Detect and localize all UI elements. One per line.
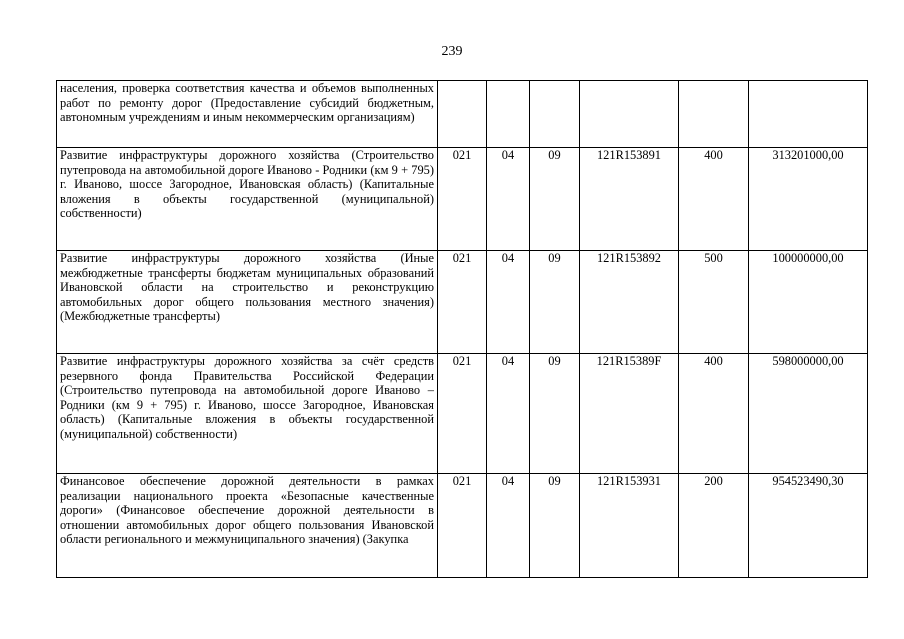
- ministry-code-cell: 021: [438, 474, 487, 578]
- amount-cell: 954523490,30: [749, 474, 868, 578]
- subsection-code-cell: 09: [530, 354, 580, 474]
- table-row: [57, 354, 868, 474]
- table-row: [57, 81, 868, 148]
- table-row: [57, 474, 868, 578]
- target-article-cell: 121R153892: [580, 251, 679, 354]
- ministry-code-cell: 021: [438, 148, 487, 251]
- expense-type-cell: 400: [679, 354, 749, 474]
- description-cell: Развитие инфраструктуры дорожного хозяйства за счёт средств резервного фонда Правительства Российской Федерации (Строительство путепровода на автомобильной дороге Иваново – Родники (км 9 + 795) г. Иваново, шоссе Загородное, Ивановская область) (Капитальные вложения в объекты государственной (муниципальной) собственности): [57, 354, 438, 474]
- expense-type-cell: [679, 81, 749, 148]
- subsection-code-cell: [530, 81, 580, 148]
- section-code-cell: 04: [487, 251, 530, 354]
- table-row: [57, 148, 868, 251]
- subsection-code-cell: 09: [530, 148, 580, 251]
- target-article-cell: [580, 81, 679, 148]
- subsection-code-cell: 09: [530, 251, 580, 354]
- page-number: 239: [441, 44, 463, 59]
- section-code-cell: 04: [487, 474, 530, 578]
- section-code-cell: [487, 81, 530, 148]
- ministry-code-cell: 021: [438, 354, 487, 474]
- ministry-code-cell: [438, 81, 487, 148]
- budget-table: [56, 80, 868, 578]
- description-cell: Развитие инфраструктуры дорожного хозяйства (Иные межбюджетные трансферты бюджетам муниципальных образований Ивановской области на строительство и реконструкцию автомобильных дорог общего пользования местного значения) (Межбюджетные трансферты): [57, 251, 438, 354]
- section-code-cell: 04: [487, 148, 530, 251]
- description-cell: Финансовое обеспечение дорожной деятельности в рамках реализации национального проекта «Безопасные качественные дороги» (Финансовое обеспечение дорожной деятельности в отношении автомобильных дорог общего пользования Ивановской области регионального и межмуниципального значения) (Закупка: [57, 474, 438, 578]
- subsection-code-cell: 09: [530, 474, 580, 578]
- target-article-cell: 121R153891: [580, 148, 679, 251]
- expense-type-cell: 500: [679, 251, 749, 354]
- amount-cell: [749, 81, 868, 148]
- expense-type-cell: 400: [679, 148, 749, 251]
- amount-cell: 313201000,00: [749, 148, 868, 251]
- description-cell: населения, проверка соответствия качества и объемов выполненных работ по ремонту дорог (Предоставление субсидий бюджетным, автономным учреждениям и иным некоммерческим организациям): [57, 81, 438, 148]
- description-cell: Развитие инфраструктуры дорожного хозяйства (Строительство путепровода на автомобильной дороге Иваново - Родники (км 9 + 795) г. Иваново, шоссе Загородное, Ивановская область) (Капитальные вложения в объекты государственной (муниципальной) собственности): [57, 148, 438, 251]
- table-row: [57, 251, 868, 354]
- target-article-cell: 121R15389F: [580, 354, 679, 474]
- amount-cell: 100000000,00: [749, 251, 868, 354]
- amount-cell: 598000000,00: [749, 354, 868, 474]
- section-code-cell: 04: [487, 354, 530, 474]
- target-article-cell: 121R153931: [580, 474, 679, 578]
- ministry-code-cell: 021: [438, 251, 487, 354]
- expense-type-cell: 200: [679, 474, 749, 578]
